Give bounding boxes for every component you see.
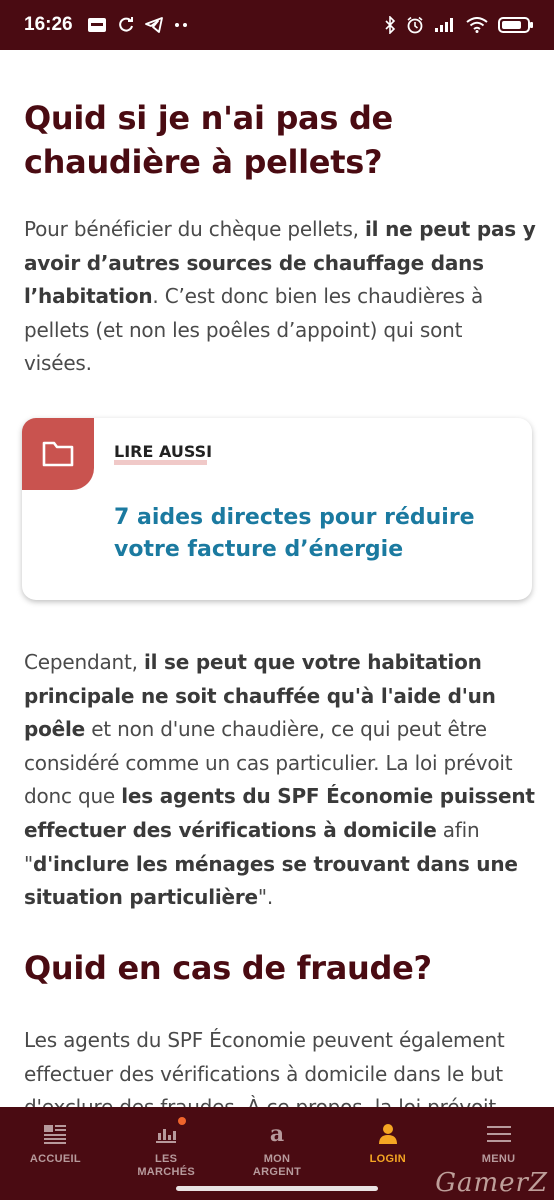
paragraph-text: et non d'une chaudière, ce qui peut être considéré comme un cas particulier. La loi prévoit donc que: [24, 717, 513, 809]
notification-dot: [178, 1117, 186, 1125]
nav-label: LOGIN: [369, 1153, 406, 1165]
bluetooth-icon: [384, 16, 396, 34]
sync-icon: [117, 16, 135, 34]
paragraph-fraud: Les agents du SPF Économie peuvent également effectuer des vérifications à domicile dans le but: [24, 1028, 505, 1086]
read-also-label: LIRE AUSSI: [114, 442, 213, 461]
watermark: GamerZ: [435, 1168, 548, 1198]
paragraph-text: . C’est donc bien les chaudières à pellets (et non les poêles d’appoint) qui sont visées.: [24, 284, 484, 376]
related-article-link[interactable]: 7 aides directes pour réduire votre facture d’énergie: [114, 505, 475, 562]
more-dots-icon: [173, 22, 189, 28]
alarm-icon: [406, 16, 424, 34]
signal-icon: [434, 17, 456, 33]
paragraph-text: Cependant,: [24, 650, 144, 674]
user-icon: [378, 1121, 398, 1147]
related-article-card[interactable]: [22, 418, 532, 600]
nav-label: ACCUEIL: [29, 1153, 81, 1165]
status-bar: [0, 0, 554, 50]
paragraph-bold-text: il se peut que votre habitation principale ne soit chauffée qu'à l'aide d'un poêle: [24, 650, 496, 742]
nav-label: MON ARGENT: [252, 1153, 302, 1178]
news-icon: [43, 1121, 67, 1147]
nav-label: MENU: [481, 1153, 516, 1165]
battery-icon: [498, 16, 534, 34]
paragraph-bold-text: les agents du SPF Économie puissent effectuer des vérifications à domicile: [24, 784, 535, 842]
folder-icon: [22, 418, 94, 490]
paragraph-pellets: [24, 213, 536, 381]
hamburger-icon: [486, 1121, 512, 1147]
nav-item-accueil[interactable]: [0, 1107, 111, 1200]
paragraph-text: afin ": [24, 817, 480, 876]
status-time: 16:26: [24, 14, 73, 35]
section-heading-fraud: Quid en cas de fraude?: [24, 949, 432, 987]
paragraph-text: ".: [257, 885, 274, 910]
status-left-icons: [87, 16, 189, 34]
paragraph-exception: [24, 646, 536, 915]
a-logo-icon: a: [269, 1121, 285, 1147]
home-indicator[interactable]: [176, 1186, 378, 1191]
paragraph-text: Pour bénéficier du chèque pellets,: [24, 217, 365, 241]
section-heading-pellets: Quid si je n'ai pas de chaudière à pellets?: [24, 99, 393, 181]
wifi-icon: [466, 17, 488, 33]
paragraph-bold-text: il ne peut pas y avoir d’autres sources de chauffage dans l’habitation: [24, 217, 536, 309]
nav-label: LES MARCHÉS: [137, 1153, 196, 1178]
app-icon: [87, 17, 107, 33]
paragraph-bold-text: d'inclure les ménages se trouvant dans une situation particulière: [24, 851, 518, 910]
status-right-icons: [384, 16, 534, 34]
chart-icon: [155, 1121, 177, 1147]
telegram-icon: [145, 17, 163, 33]
